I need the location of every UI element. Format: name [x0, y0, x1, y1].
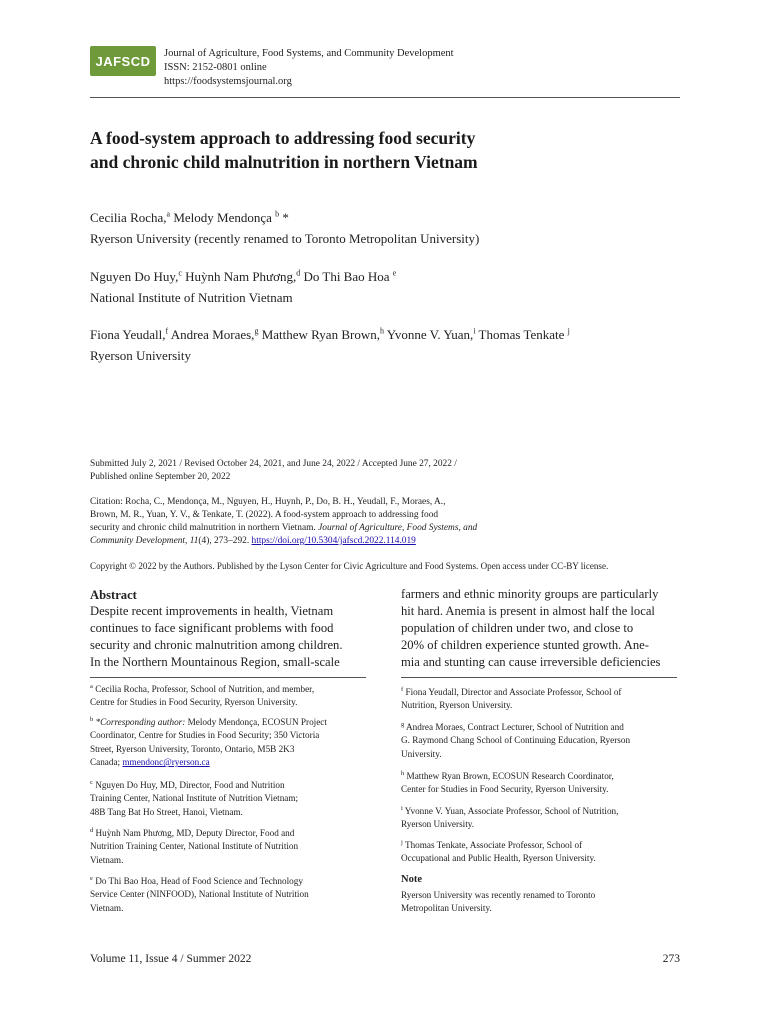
author-sup: e	[392, 268, 397, 278]
abstract-line: continues to face significant problems with food	[90, 621, 334, 635]
journal-url[interactable]: https://foodsystemsjournal.org	[164, 76, 292, 87]
author-sup: h	[379, 326, 384, 336]
footnote-line: Huỳnh Nam Phương, MD, Deputy Director, Food and	[95, 828, 295, 838]
submission-dates	[90, 458, 685, 484]
footnote-line: Andrea Moraes, Contract Lecturer, School of Nutrition and	[406, 722, 624, 732]
footnote-line: Center for Studies in Food Security, Ryerson University.	[401, 784, 609, 795]
abstract-line: 20% of children experience stunted growth. Ane-	[401, 638, 649, 652]
footnote-mark: j	[401, 838, 403, 846]
abstract-line: Despite recent improvements in health, Vietnam	[90, 604, 334, 618]
citation-line: Brown, M. R., Yuan, Y. V., & Tenkate, T. (2022). A food-system approach to addressing food	[90, 510, 439, 520]
note-line: Metropolitan University.	[401, 903, 492, 914]
author-name: Nguyen Do Huy,	[90, 269, 179, 284]
author-group-2	[90, 266, 690, 308]
footnote-mark: a	[90, 682, 93, 690]
footnote-line: Training Center, National Institute of Nutrition Vietnam;	[90, 793, 299, 804]
author-group-3	[90, 324, 690, 366]
author-sup: c	[178, 268, 182, 278]
footnote-line: Cecilia Rocha, Professor, School of Nutrition, and member,	[95, 684, 315, 694]
footnote-c	[90, 779, 370, 819]
footnote-divider-right	[401, 677, 677, 678]
author-name: Andrea Moraes,	[168, 327, 255, 342]
author-sup: i	[473, 326, 476, 336]
journal-logo	[90, 46, 156, 76]
footnote-line: G. Raymond Chang School of Continuing Education, Ryerson	[401, 735, 631, 746]
author-sup: g	[254, 326, 259, 336]
footnote-j	[401, 839, 681, 866]
author-name: Cecilia Rocha,	[90, 210, 167, 225]
footnote-line: Ryerson University.	[401, 819, 475, 830]
footnote-mark: f	[401, 685, 404, 693]
journal-name: Journal of Agriculture, Food Systems, and Community Development	[164, 48, 454, 59]
author-name: Huỳnh Nam Phương,	[181, 269, 297, 284]
journal-header	[164, 47, 454, 89]
footnote-mark: c	[90, 778, 93, 786]
note-body	[401, 889, 681, 916]
citation-text: security and chronic child malnutrition in northern Vietnam.	[90, 523, 319, 533]
citation	[90, 496, 685, 548]
footnote-g	[401, 721, 681, 761]
author-sup: d	[296, 268, 301, 278]
abstract-line: population of children under two, and close to	[401, 621, 634, 635]
footnote-divider-left	[90, 677, 366, 678]
footnote-b	[90, 716, 370, 770]
author-names	[90, 324, 690, 345]
footnote-line: Vietnam.	[90, 902, 124, 913]
author-affiliation: Ryerson University	[90, 348, 191, 363]
author-name: Melody Mendonça	[170, 210, 276, 225]
citation-line: Citation: Rocha, C., Mendonça, M., Nguyen, H., Huynh, P., Do, B. H., Yeudall, F., Moraes, A.,	[90, 497, 446, 507]
footnote-line: Fiona Yeudall, Director and Associate Professor, School of	[405, 687, 622, 697]
footnote-line: Nutrition, Ryerson University.	[401, 700, 513, 711]
footnote-line: Occupational and Public Health, Ryerson University.	[401, 853, 596, 864]
footnote-line: Thomas Tenkate, Associate Professor, School of	[404, 840, 583, 850]
author-names	[90, 266, 690, 287]
author-name: Yvonne V. Yuan,	[383, 327, 474, 342]
abstract-heading: Abstract	[90, 588, 137, 602]
footnote-line: Yvonne V. Yuan, Associate Professor, School of Nutrition,	[404, 806, 619, 816]
submission-line: Submitted July 2, 2021 / Revised October 24, 2021, and June 24, 2022 / Accepted June 27, 2022 /	[90, 459, 457, 469]
author-name: Matthew Ryan Brown,	[258, 327, 380, 342]
author-name: Thomas Tenkate	[475, 327, 568, 342]
journal-logo-text: JAFSCD	[95, 53, 151, 69]
footnote-line: Nutrition Training Center, National Institute of Nutrition	[90, 841, 299, 852]
note-heading: Note	[401, 874, 422, 885]
citation-journal: Journal of Agriculture, Food Systems, and	[318, 523, 478, 533]
note-line: Ryerson University was recently renamed to Toronto	[401, 890, 596, 900]
title-line-2: and chronic child malnutrition in northern Vietnam	[90, 152, 478, 172]
footnote-line: 48B Tang Bat Ho Street, Hanoi, Vietnam.	[90, 806, 243, 817]
abstract-line: farmers and ethnic minority groups are particularly	[401, 587, 659, 601]
footnote-mark: i	[401, 804, 403, 812]
citation-line	[90, 535, 685, 548]
footnote-line: Coordinator, Centre for Studies in Food Security; 350 Victoria	[90, 730, 320, 741]
author-names	[90, 207, 690, 228]
abstract-line: mia and stunting can cause irreversible deficiencies	[401, 655, 661, 669]
footnote-line: Street, Ryerson University, Toronto, Ontario, M5B 2K3	[90, 743, 295, 754]
footnote-line: Nguyen Do Huy, MD, Director, Food and Nutrition	[95, 780, 285, 790]
email-link[interactable]: mmendonc@ryerson.ca	[122, 757, 210, 768]
footer-volume: Volume 11, Issue 4 / Summer 2022	[90, 953, 252, 965]
footnote-line: Do Thi Bao Hoa, Head of Food Science and Technology	[95, 876, 303, 886]
journal-issn: ISSN: 2152-0801 online	[164, 62, 267, 73]
footnote-d	[90, 827, 370, 867]
footnote-mark: b	[90, 715, 94, 723]
page-number: 273	[662, 953, 680, 965]
citation-journal: Community Development, 11	[90, 536, 199, 546]
footnote-line: Matthew Ryan Brown, ECOSUN Research Coordinator,	[406, 771, 614, 781]
footnote-mark: h	[401, 769, 405, 777]
abstract-line: In the Northern Mountainous Region, small-scale	[90, 655, 340, 669]
doi-link[interactable]: https://doi.org/10.5304/jafscd.2022.114.019	[251, 536, 416, 546]
abstract-right-column	[401, 586, 686, 671]
author-name: Do Thi Bao Hoa	[300, 269, 393, 284]
author-name: Fiona Yeudall,	[90, 327, 166, 342]
footnote-line: Melody Mendonça, ECOSUN Project	[185, 717, 327, 727]
author-sup: f	[165, 326, 169, 336]
citation-line	[90, 522, 685, 535]
author-sup: j	[567, 326, 570, 336]
footnote-f	[401, 686, 681, 713]
abstract-line: hit hard. Anemia is present in almost half the local	[401, 604, 655, 618]
footnote-a	[90, 683, 370, 710]
corresponding-mark: *	[279, 210, 289, 225]
submission-line: Published online September 20, 2022	[90, 472, 231, 482]
footnote-i	[401, 805, 681, 832]
author-affiliation: National Institute of Nutrition Vietnam	[90, 290, 293, 305]
footnote-h	[401, 770, 681, 797]
footnote-mark: g	[401, 720, 405, 728]
footnote-mark: e	[90, 874, 93, 882]
footnote-line: Canada;	[90, 757, 123, 768]
footnote-line: Vietnam.	[90, 854, 124, 865]
abstract-left-column	[90, 603, 362, 671]
corresponding-author-label: *Corresponding author:	[95, 717, 186, 727]
title-line-1: A food-system approach to addressing food security	[90, 128, 476, 148]
header-divider	[90, 97, 680, 98]
article-title	[90, 126, 650, 174]
author-group-1	[90, 207, 690, 249]
copyright-notice: Copyright © 2022 by the Authors. Published by the Lyson Center for Civic Agriculture and Food Systems. Open access under CC-BY license.	[90, 561, 609, 571]
footnote-e	[90, 875, 370, 915]
author-sup: b	[275, 209, 280, 219]
citation-issue: (4), 273–292.	[198, 536, 252, 546]
footnote-line: University.	[401, 748, 442, 759]
abstract-line: security and chronic malnutrition among children.	[90, 638, 343, 652]
footnote-line: Centre for Studies in Food Security, Ryerson University.	[90, 697, 298, 708]
author-sup: a	[166, 209, 171, 219]
author-affiliation: Ryerson University (recently renamed to Toronto Metropolitan University)	[90, 231, 480, 246]
footnote-mark: d	[90, 826, 94, 834]
footnote-line: Service Center (NINFOOD), National Institute of Nutrition	[90, 889, 309, 900]
